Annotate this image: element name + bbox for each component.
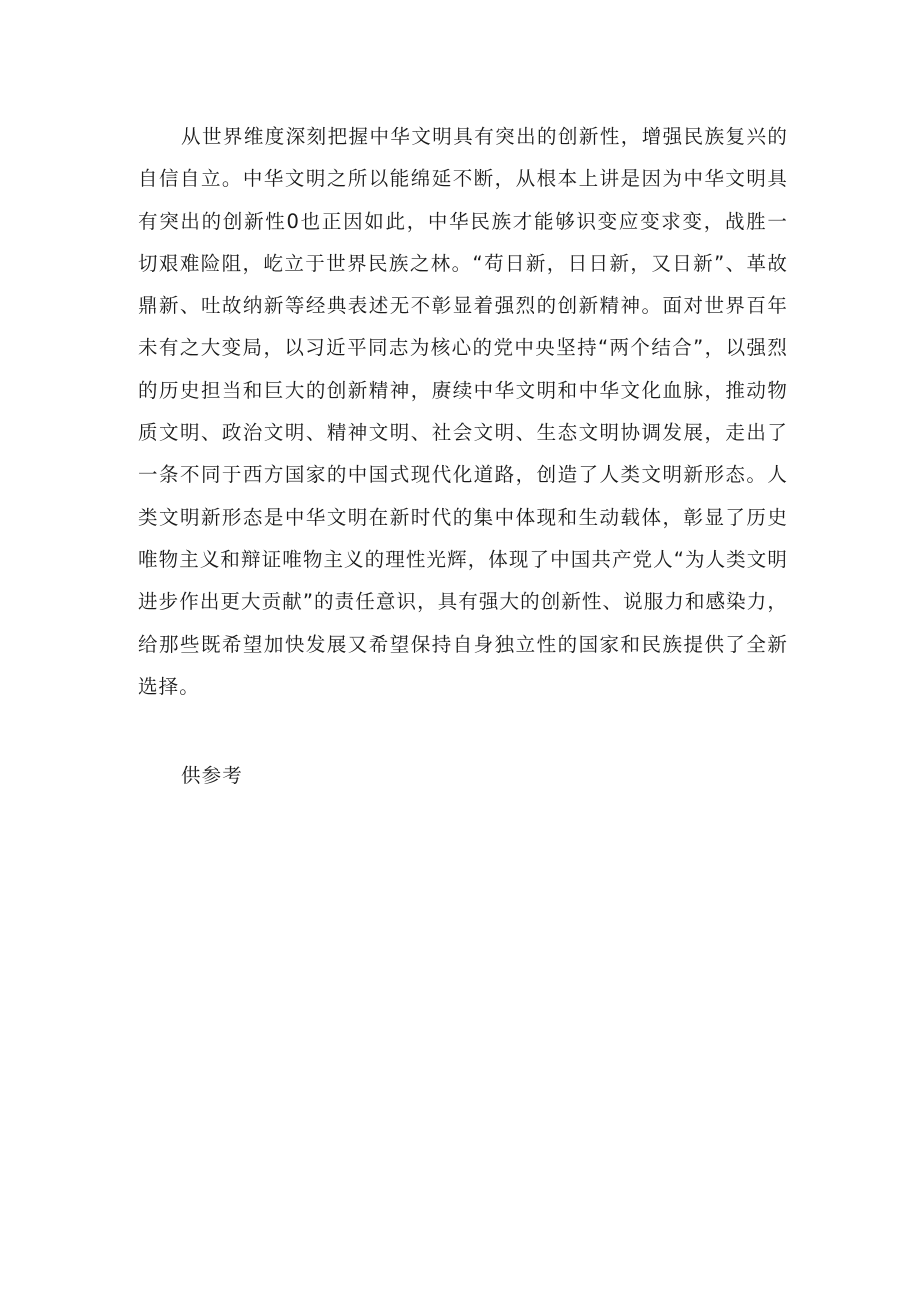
body-paragraph: 从世界维度深刻把握中华文明具有突出的创新性，增强民族复兴的自信自立。中华文明之所以能绵延不断，从根本上讲是因为中华文明具有突出的创新性0也正因如此，中华民族才能够识变应变求变，战胜一切艰难险阻，屹立于世界民族之林。“苟日新，日日新，又日新”、革故鼎新、吐故纳新等经典表述无不彰显着强烈的创新精神。面对世界百年未有之大变局，以习近平同志为核心的党中央坚持“两个结合”，以强烈的历史担当和巨大的创新精神，赓续中华文明和中华文化血脉，推动物质文明、政治文明、精神文明、社会文明、生态文明协调发展，走出了一条不同于西方国家的中国式现代化道路，创造了人类文明新形态。人类文明新形态是中华文明在新时代的集中体现和生动载体，彰显了历史唯物主义和辩证唯物主义的理性光辉，体现了中国共产党人“为人类文明进步作出更大贡献”的责任意识，具有强大的创新性、说服力和感染力，给那些既希望加快发展又希望保持自身独立性的国家和民族提供了全新选择。 bbox=[138, 125, 788, 698]
closing-note: 供参考 bbox=[181, 764, 243, 787]
